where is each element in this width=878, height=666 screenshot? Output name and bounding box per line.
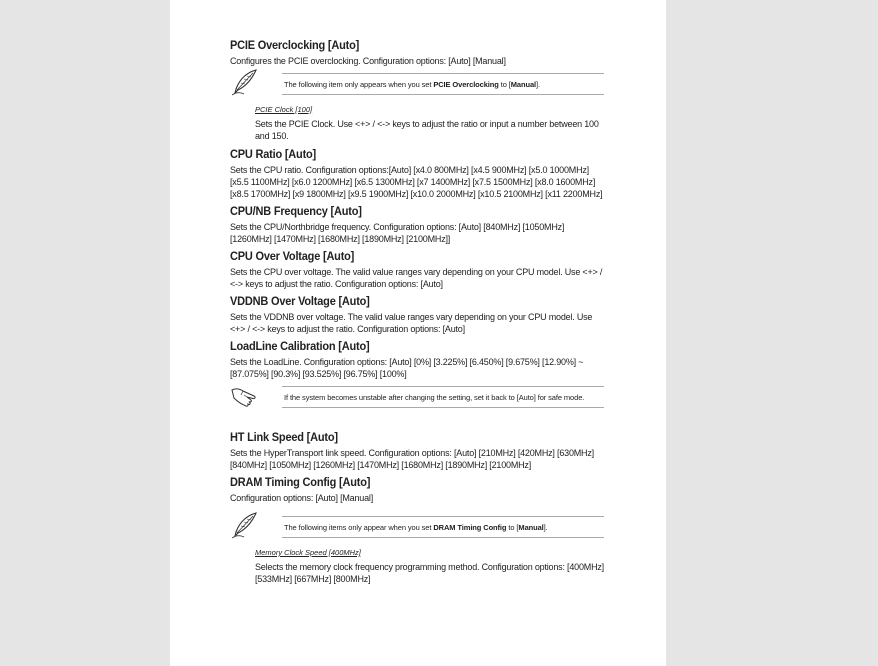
section-title: PCIE Overclocking [Auto] bbox=[230, 39, 360, 53]
section-title: CPU Ratio [Auto] bbox=[230, 148, 317, 162]
section-description: Configures the PCIE overclocking. Configuration options: [Auto] [Manual] bbox=[230, 56, 506, 66]
section-description: Sets the CPU ratio. Configuration options:[Auto] [x4.0 800MHz] [x4.5 900MHz] [x5.0 1000MHz] [x5.5 1100MHz] [x6.0 1200MHz] [x6.5 1300MHz] [x7 1400MHz] [x7.5 1500MHz] [x8.0 1600MHz] [x8.5 1700MHz] [x9 1800MHz] [x9.5 1900MHz] [x10.0 2000MHz] [x10.5 2100MHz] [x11 2200MHz] bbox=[230, 165, 603, 199]
sub-item-memory-clock-speed bbox=[255, 548, 604, 585]
manual-page bbox=[170, 0, 666, 666]
section-vddnb-over-voltage bbox=[230, 296, 604, 335]
pointing-hand-icon bbox=[230, 382, 258, 410]
section-title: VDDNB Over Voltage [Auto] bbox=[230, 295, 370, 309]
page-content bbox=[230, 40, 604, 592]
section-cpu-nb-frequency bbox=[230, 206, 604, 245]
section-title: CPU Over Voltage [Auto] bbox=[230, 250, 355, 264]
sub-item-description: Sets the PCIE Clock. Use <+> / <-> keys to adjust the ratio or input a number between 100 and 150. bbox=[255, 119, 599, 141]
section-description: Sets the CPU over voltage. The valid value ranges vary depending on your CPU model. Use <+> / <-> keys to adjust the ratio. Configuration options: [Auto] bbox=[230, 267, 603, 289]
section-cpu-ratio bbox=[230, 149, 604, 200]
feather-pen-icon bbox=[230, 69, 258, 97]
note-block bbox=[230, 73, 604, 101]
sub-item-pcie-clock bbox=[255, 105, 604, 142]
section-title: DRAM Timing Config [Auto] bbox=[230, 476, 371, 490]
section-title: HT Link Speed [Auto] bbox=[230, 431, 338, 445]
section-ht-link-speed bbox=[230, 432, 604, 471]
section-description: Sets the VDDNB over voltage. The valid value ranges vary depending on your CPU model. Use <+> / <-> keys to adjust the ratio. Configuration options: [Auto] bbox=[230, 312, 593, 334]
warning-block bbox=[230, 386, 604, 420]
section-dram-timing-config bbox=[230, 477, 604, 585]
sub-item-title: Memory Clock Speed [400MHz] bbox=[255, 548, 361, 557]
feather-pen-icon bbox=[230, 512, 258, 540]
note-text: The following item only appears when you set PCIE Overclocking to [Manual]. bbox=[282, 73, 604, 95]
sub-item-title: PCIE Clock [100] bbox=[255, 105, 313, 114]
section-description: Sets the LoadLine. Configuration options: [Auto] [0%] [3.225%] [6.450%] [9.675%] [12.90%] ~ [87.075%] [90.3%] [93.525%] [96.75%] [100%] bbox=[230, 357, 584, 379]
note-block bbox=[230, 516, 604, 544]
warning-text: If the system becomes unstable after changing the setting, set it back to [Auto] for safe mode. bbox=[282, 386, 604, 408]
section-description: Sets the CPU/Northbridge frequency. Configuration options: [Auto] [840MHz] [1050MHz] [1260MHz] [1470MHz] [1680MHz] [1890MHz] [2100MHz]] bbox=[230, 222, 565, 244]
section-description: Sets the HyperTransport link speed. Configuration options: [Auto] [210MHz] [420MHz] [630MHz] [840MHz] [1050MHz] [1260MHz] [1470MHz] [1680MHz] [1890MHz] [2100MHz] bbox=[230, 448, 594, 470]
section-cpu-over-voltage bbox=[230, 251, 604, 290]
section-title: CPU/NB Frequency [Auto] bbox=[230, 205, 362, 219]
sub-item-description: Selects the memory clock frequency programming method. Configuration options: [400MHz] [533MHz] [667MHz] [800MHz] bbox=[255, 562, 604, 584]
section-loadline-calibration bbox=[230, 341, 604, 420]
note-text: The following items only appear when you set DRAM Timing Config to [Manual]. bbox=[282, 516, 604, 538]
section-pcie-overclocking bbox=[230, 40, 604, 142]
section-title: LoadLine Calibration [Auto] bbox=[230, 340, 370, 354]
section-description: Configuration options: [Auto] [Manual] bbox=[230, 493, 373, 503]
